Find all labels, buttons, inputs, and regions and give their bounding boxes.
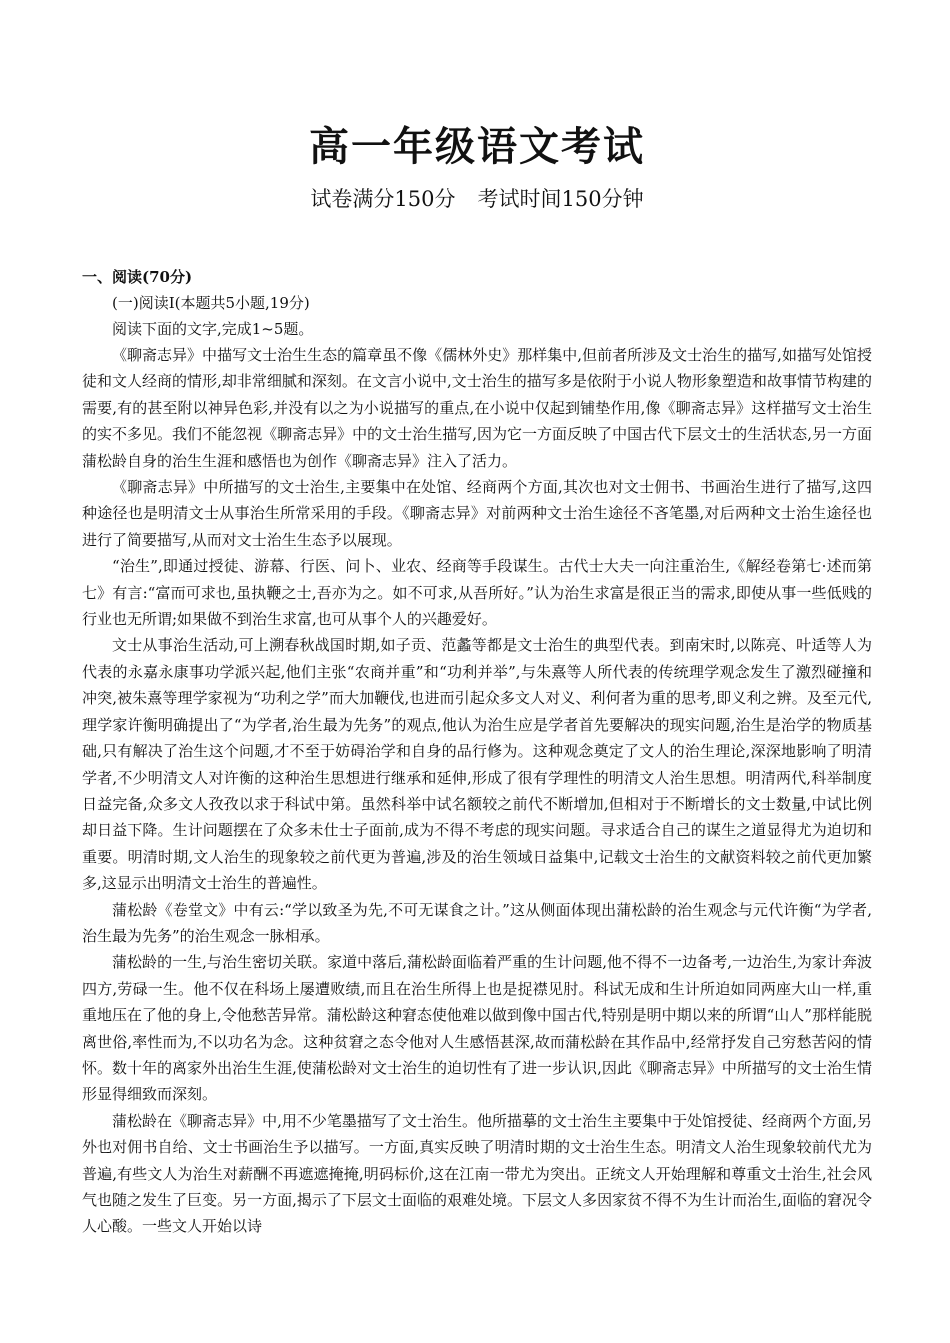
passage-paragraph-6: 蒲松龄的一生,与治生密切关联。家道中落后,蒲松龄面临着严重的生计问题,他不得不一边备考,一边治生,为家计奔波四方,劳碌一生。他不仅在科场上屡遭败绩,而且在治生所得上也是捉襟见肘。科试无成和生计所迫如同两座大山一样,重重地压在了他的身上,令他愁苦异常。蒲松龄这种窘态使他难以做到像中国古代,特别是明中期以来的所谓“山人”那样能脱离世俗,率性而为,不以功名为念。这种贫窘之态令他对人生感悟甚深,故而蒲松龄在其作品中,经常抒发自己穷愁苦闷的情怀。数十年的离家外出治生生涯,使蒲松龄对文士治生的迫切性有了进一步认识,因此《聊斋志异》中所描写的文士治生情形显得细致而深刻。	[82, 953, 872, 1104]
exam-subtitle	[82, 184, 872, 214]
exam-title: 高一年级语文考试	[309, 124, 645, 170]
passage-paragraph-7: 蒲松龄在《聊斋志异》中,用不少笔墨描写了文士治生。他所描摹的文士治生主要集中于处馆授徒、经商两个方面,另外也对佣书自给、文士书画治生予以描写。一方面,真实反映了明清时期的文士治生生态。明清文人治生现象较前代尤为普遍,有些文人为治生对薪酬不再遮遮掩掩,明码标价,这在江南一带尤为突出。正统文人开始理解和尊重文士治生,社会风气也随之发生了巨变。另一方面,揭示了下层文士面临的艰难处境。下层文人多因家贫不得不为生计而治生,面临的窘况令人心酸。一些文人开始以诗	[82, 1111, 872, 1236]
passage-paragraph-2: 《聊斋志异》中所描写的文士治生,主要集中在处馆、经商两个方面,其次也对文士佣书、书画治生进行了描写,这四种途径也是明清文士从事治生所常采用的手段。《聊斋志异》对前两种文士治生途径不吝笔墨,对后两种文士治生途径也进行了简要描写,从而对文士治生生态予以展现。	[82, 478, 872, 549]
passage-paragraph-3: “治生”,即通过授徒、游幕、行医、问卜、业农、经商等手段谋生。古代士大夫一向注重治生,《解经卷第七·述而第七》有言:“富而可求也,虽执鞭之士,吾亦为之。如不可求,从吾所好。”认为治生求富是很正当的需求,即使从事一些低贱的行业也无所谓;如果做不到治生求富,也可从事个人的兴趣爱好。	[82, 557, 872, 629]
passage-paragraph-1: 《聊斋志异》中描写文士治生生态的篇章虽不像《儒林外史》那样集中,但前者所涉及文士治生的描写,如描写处馆授徒和文人经商的情形,却非常细腻和深刻。在文言小说中,文士治生的描写多是依附于小说人物形象塑造和故事情节构建的需要,有的甚至附以神异色彩,并没有以之为小说描写的重点,在小说中仅起到铺垫作用,像《聊斋志异》这样描写文士治生的实不多见。我们不能忽视《聊斋志异》中的文士治生描写,因为它一方面反映了中国古代下层文士的生活状态,另一方面蒲松龄自身的治生生涯和感悟也为创作《聊斋志异》注入了活力。	[82, 346, 872, 470]
reading-passage	[82, 342, 872, 1240]
passage-paragraph-5: 蒲松龄《卷堂文》中有云:“学以致圣为先,不可无谋食之计。”这从侧面体现出蒲松龄的治生观念与元代许衡“为学者,治生最为先务”的治生观念一脉相承。	[82, 900, 872, 945]
reading-instruction: 阅读下面的文字,完成1~5题。	[112, 320, 314, 338]
subsection-heading: (一)阅读Ⅰ(本题共5小题,19分)	[112, 294, 310, 312]
full-score-text: 试卷满分150分	[310, 187, 456, 211]
exam-time-text: 考试时间150分钟	[477, 187, 644, 211]
section-heading: 一、阅读(70分)	[82, 268, 193, 286]
passage-paragraph-4: 文士从事治生活动,可上溯春秋战国时期,如子贡、范蠡等都是文士治生的典型代表。到南宋时,以陈亮、叶适等人为代表的永嘉永康事功学派兴起,他们主张“农商并重”和“功利并举”,与朱熹等人所代表的传统理学观念发生了激烈碰撞和冲突,被朱熹等理学家视为“功利之学”而大加鞭伐,也进而引起众多文人对义、利何者为重的思考,即义利之辨。及至元代,理学家许衡明确提出了“为学者,治生最为先务”的观点,他认为治生应是学者首先要解决的现实问题,治生是治学的物质基础,只有解决了治生这个问题,才不至于妨碍治学和自身的品行修为。这种观念奠定了文人的治生理论,深深地影响了明清学者,不少明清文人对许衡的这种治生思想进行继承和延伸,形成了很有学理性的明清文人治生思想。明清两代,科举制度日益完备,众多文人孜孜以求于科试中第。虽然科举中试名额较之前代不断增加,但相对于不断增长的文士数量,中试比例却日益下降。生计问题摆在了众多未仕士子面前,成为不得不考虑的现实问题。寻求适合自己的谋生之道显得尤为迫切和重要。明清时期,文人治生的现象较之前代更为普遍,涉及的治生领域日益集中,记载文士治生的文献资料较之前代更加繁多,这显示出明清文士治生的普遍性。	[82, 636, 872, 893]
